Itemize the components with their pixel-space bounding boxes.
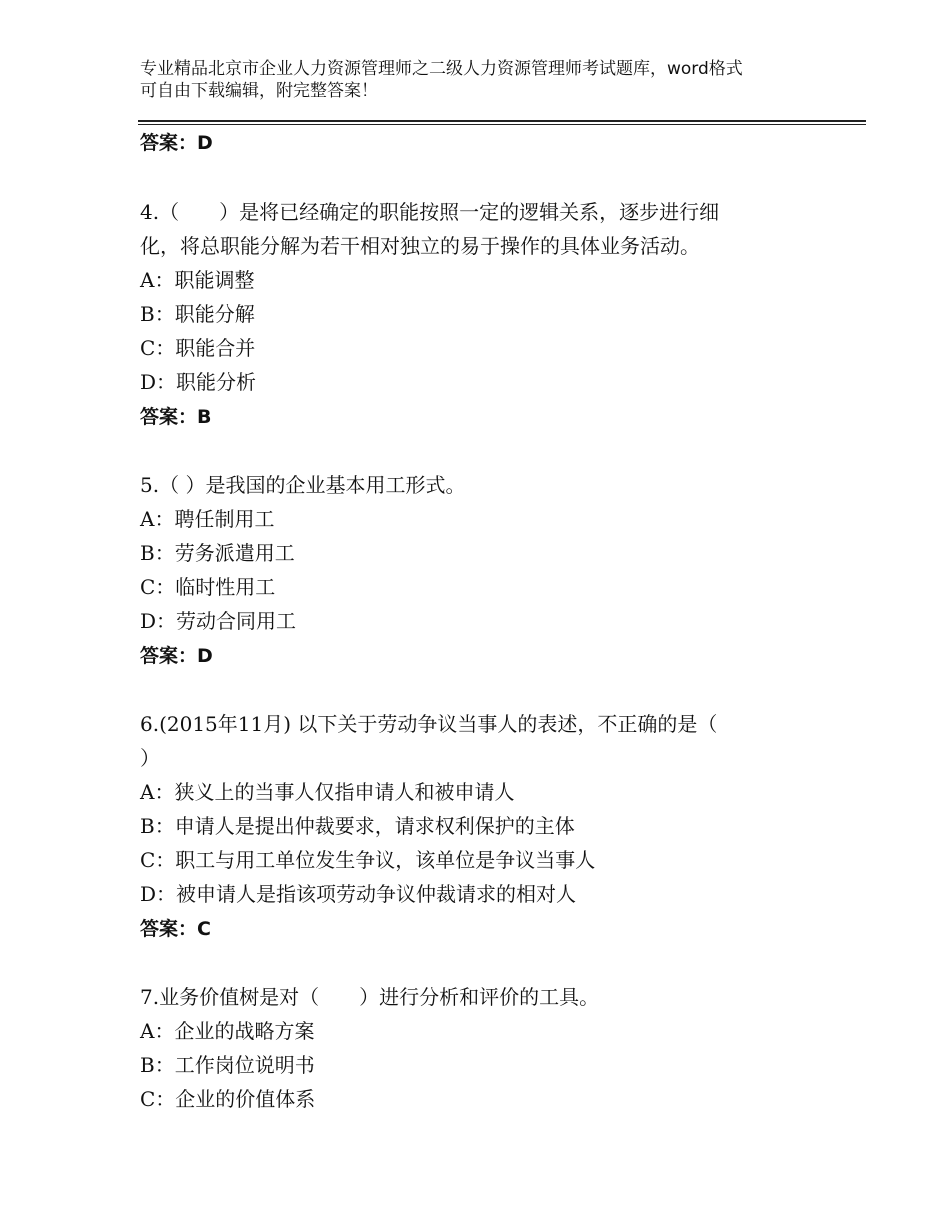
- q7-stem-line-1: 7.业务价值树是对（ ）进行分析和评价的工具。: [140, 985, 600, 1009]
- header-line-2: 可自由下载编辑，附完整答案！: [140, 81, 378, 101]
- answer-q6: 答案：C: [140, 918, 211, 940]
- answer-q5: 答案：D: [140, 645, 213, 667]
- q5-option-c: C：临时性用工: [140, 575, 276, 599]
- q4-stem-line-2: 化，将总职能分解为若干相对独立的易于操作的具体业务活动。: [140, 234, 700, 258]
- q6-option-b: B：申请人是提出仲裁要求，请求权利保护的主体: [140, 814, 575, 838]
- header-rule-thick: [138, 120, 866, 122]
- q6-stem-line-1: 6.(2015年11月) 以下关于劳动争议当事人的表述，不正确的是（: [140, 712, 718, 736]
- q5-stem-line-1: 5.（ ）是我国的企业基本用工形式。: [140, 473, 466, 497]
- header-line-1: 专业精品北京市企业人力资源管理师之二级人力资源管理师考试题库，word格式: [140, 59, 743, 79]
- page-header: [140, 58, 840, 102]
- q4-option-a: A：职能调整: [140, 268, 255, 292]
- header-rule-thin: [138, 124, 866, 125]
- q6-option-a: A：狭义上的当事人仅指申请人和被申请人: [140, 780, 515, 804]
- q5-option-b: B：劳务派遣用工: [140, 541, 295, 565]
- answer-q4: 答案：B: [140, 406, 212, 428]
- q5-option-a: A：聘任制用工: [140, 507, 275, 531]
- answer-q3: 答案：D: [140, 132, 213, 154]
- q6-option-c: C：职工与用工单位发生争议，该单位是争议当事人: [140, 848, 596, 872]
- q4-option-b: B：职能分解: [140, 302, 255, 326]
- q6-option-d: D：被申请人是指该项劳动争议仲裁请求的相对人: [140, 882, 577, 906]
- q7-option-c: C：企业的价值体系: [140, 1087, 316, 1111]
- q7-option-a: A：企业的战略方案: [140, 1019, 315, 1043]
- q7-option-b: B：工作岗位说明书: [140, 1053, 315, 1077]
- q4-stem-line-1: 4.（ ）是将已经确定的职能按照一定的逻辑关系，逐步进行细: [140, 200, 720, 224]
- q6-stem-line-2: ）: [140, 746, 160, 770]
- q5-option-d: D：劳动合同用工: [140, 609, 297, 633]
- q4-option-c: C：职能合并: [140, 336, 256, 360]
- q4-option-d: D：职能分析: [140, 370, 257, 394]
